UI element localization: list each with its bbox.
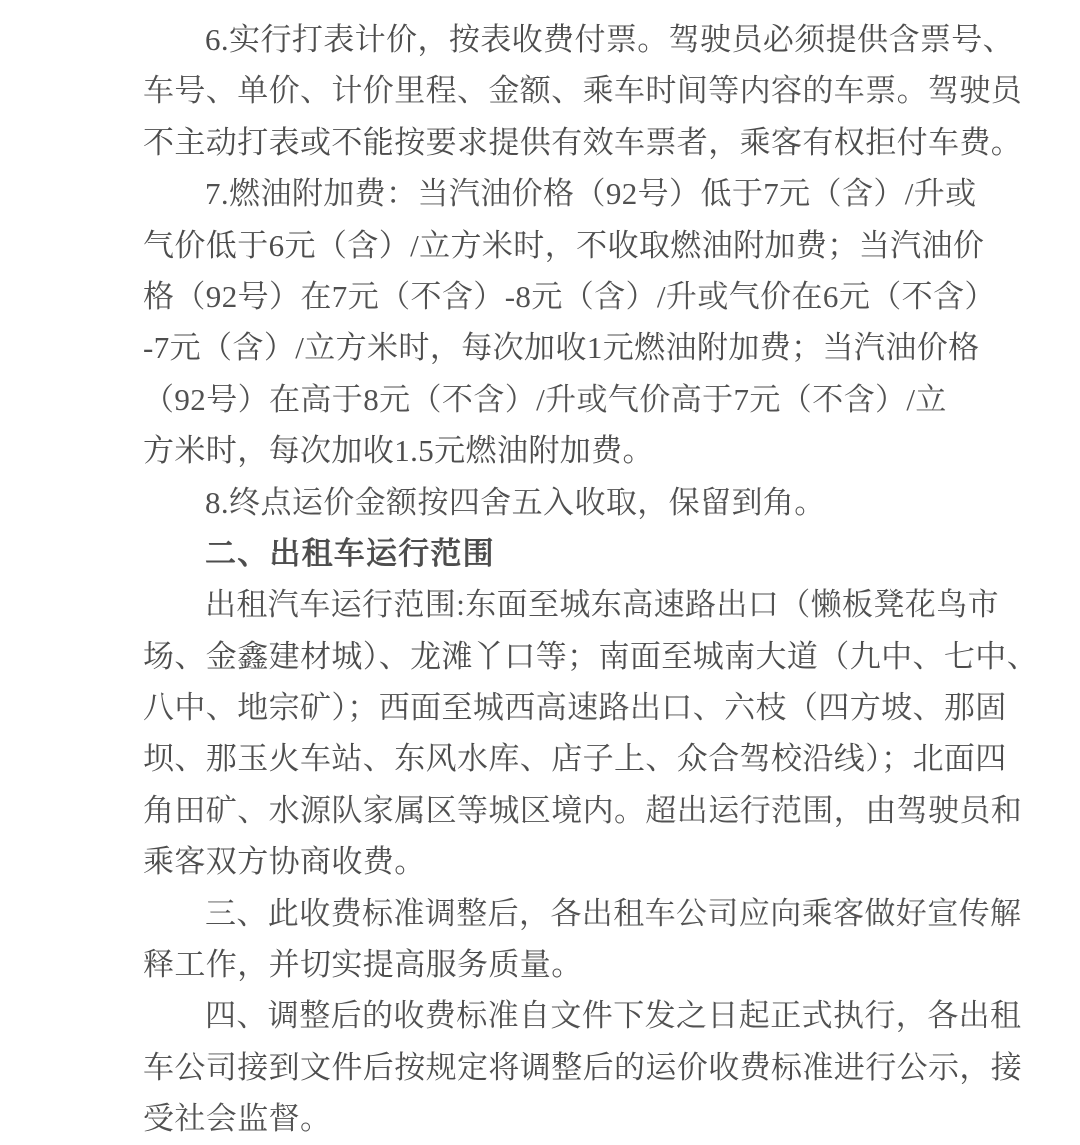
section-heading-line: 二、出租车运行范围 <box>205 535 495 571</box>
paragraph-line: 6.实行打表计价，按表收费付票。驾驶员必须提供含票号、 <box>205 22 1015 57</box>
paragraph-line: 气价低于6元（含）/立方米时，不收取燃油附加费；当汽油价 <box>143 227 985 263</box>
paragraph-line: （92号）在高于8元（不含）/升或气价高于7元（不含）/立 <box>143 381 947 417</box>
paragraph-line: 8.终点运价金额按四舍五入收取，保留到角。 <box>205 484 826 520</box>
paragraph-line: 不主动打表或不能按要求提供有效车票者，乘客有权拒付车费。 <box>143 124 1023 160</box>
paragraph-line: 7.燃油附加费：当汽油价格（92号）低于7元（含）/升或 <box>205 176 977 212</box>
document-text-body <box>143 14 1039 1145</box>
paragraph-line: 四、调整后的收费标准自文件下发之日起正式执行，各出租 <box>205 998 1022 1034</box>
paragraph-line: -7元（含）/立方米时，每次加收1元燃油附加费；当汽油价格 <box>143 330 980 366</box>
paragraph-line: 三、此收费标准调整后，各出租车公司应向乘客做好宣传解 <box>205 895 1022 931</box>
paragraph-line: 八中、地宗矿）；西面至城西高速路出口、六枝（四方坡、那固 <box>143 690 1007 726</box>
paragraph-line: 受社会监督。 <box>143 1101 332 1137</box>
paragraph-line: 车号、单价、计价里程、金额、乘车时间等内容的车票。驾驶员 <box>143 73 1023 109</box>
paragraph-line: 坝、那玉火车站、东风水库、店子上、众合驾校沿线）；北面四 <box>143 741 1007 777</box>
paragraph-line: 释工作，并切实提高服务质量。 <box>143 947 583 983</box>
paragraph-line: 场、金鑫建材城）、龙滩丫口等；南面至城南大道（九中、七中、 <box>143 638 1039 674</box>
paragraph-line: 出租汽车运行范围:东面至城东高速路出口（懒板凳花鸟市 <box>205 587 1000 623</box>
paragraph-line: 方米时，每次加收1.5元燃油附加费。 <box>143 433 654 469</box>
paragraph-line: 角田矿、水源队家属区等城区境内。超出运行范围，由驾驶员和 <box>143 792 1023 828</box>
paragraph-line: 车公司接到文件后按规定将调整后的运价收费标准进行公示，接 <box>143 1049 1023 1085</box>
paragraph-line: 乘客双方协商收费。 <box>143 844 426 880</box>
paragraph-line: 格（92号）在7元（不含）-8元（含）/升或气价在6元（不含） <box>143 278 996 314</box>
